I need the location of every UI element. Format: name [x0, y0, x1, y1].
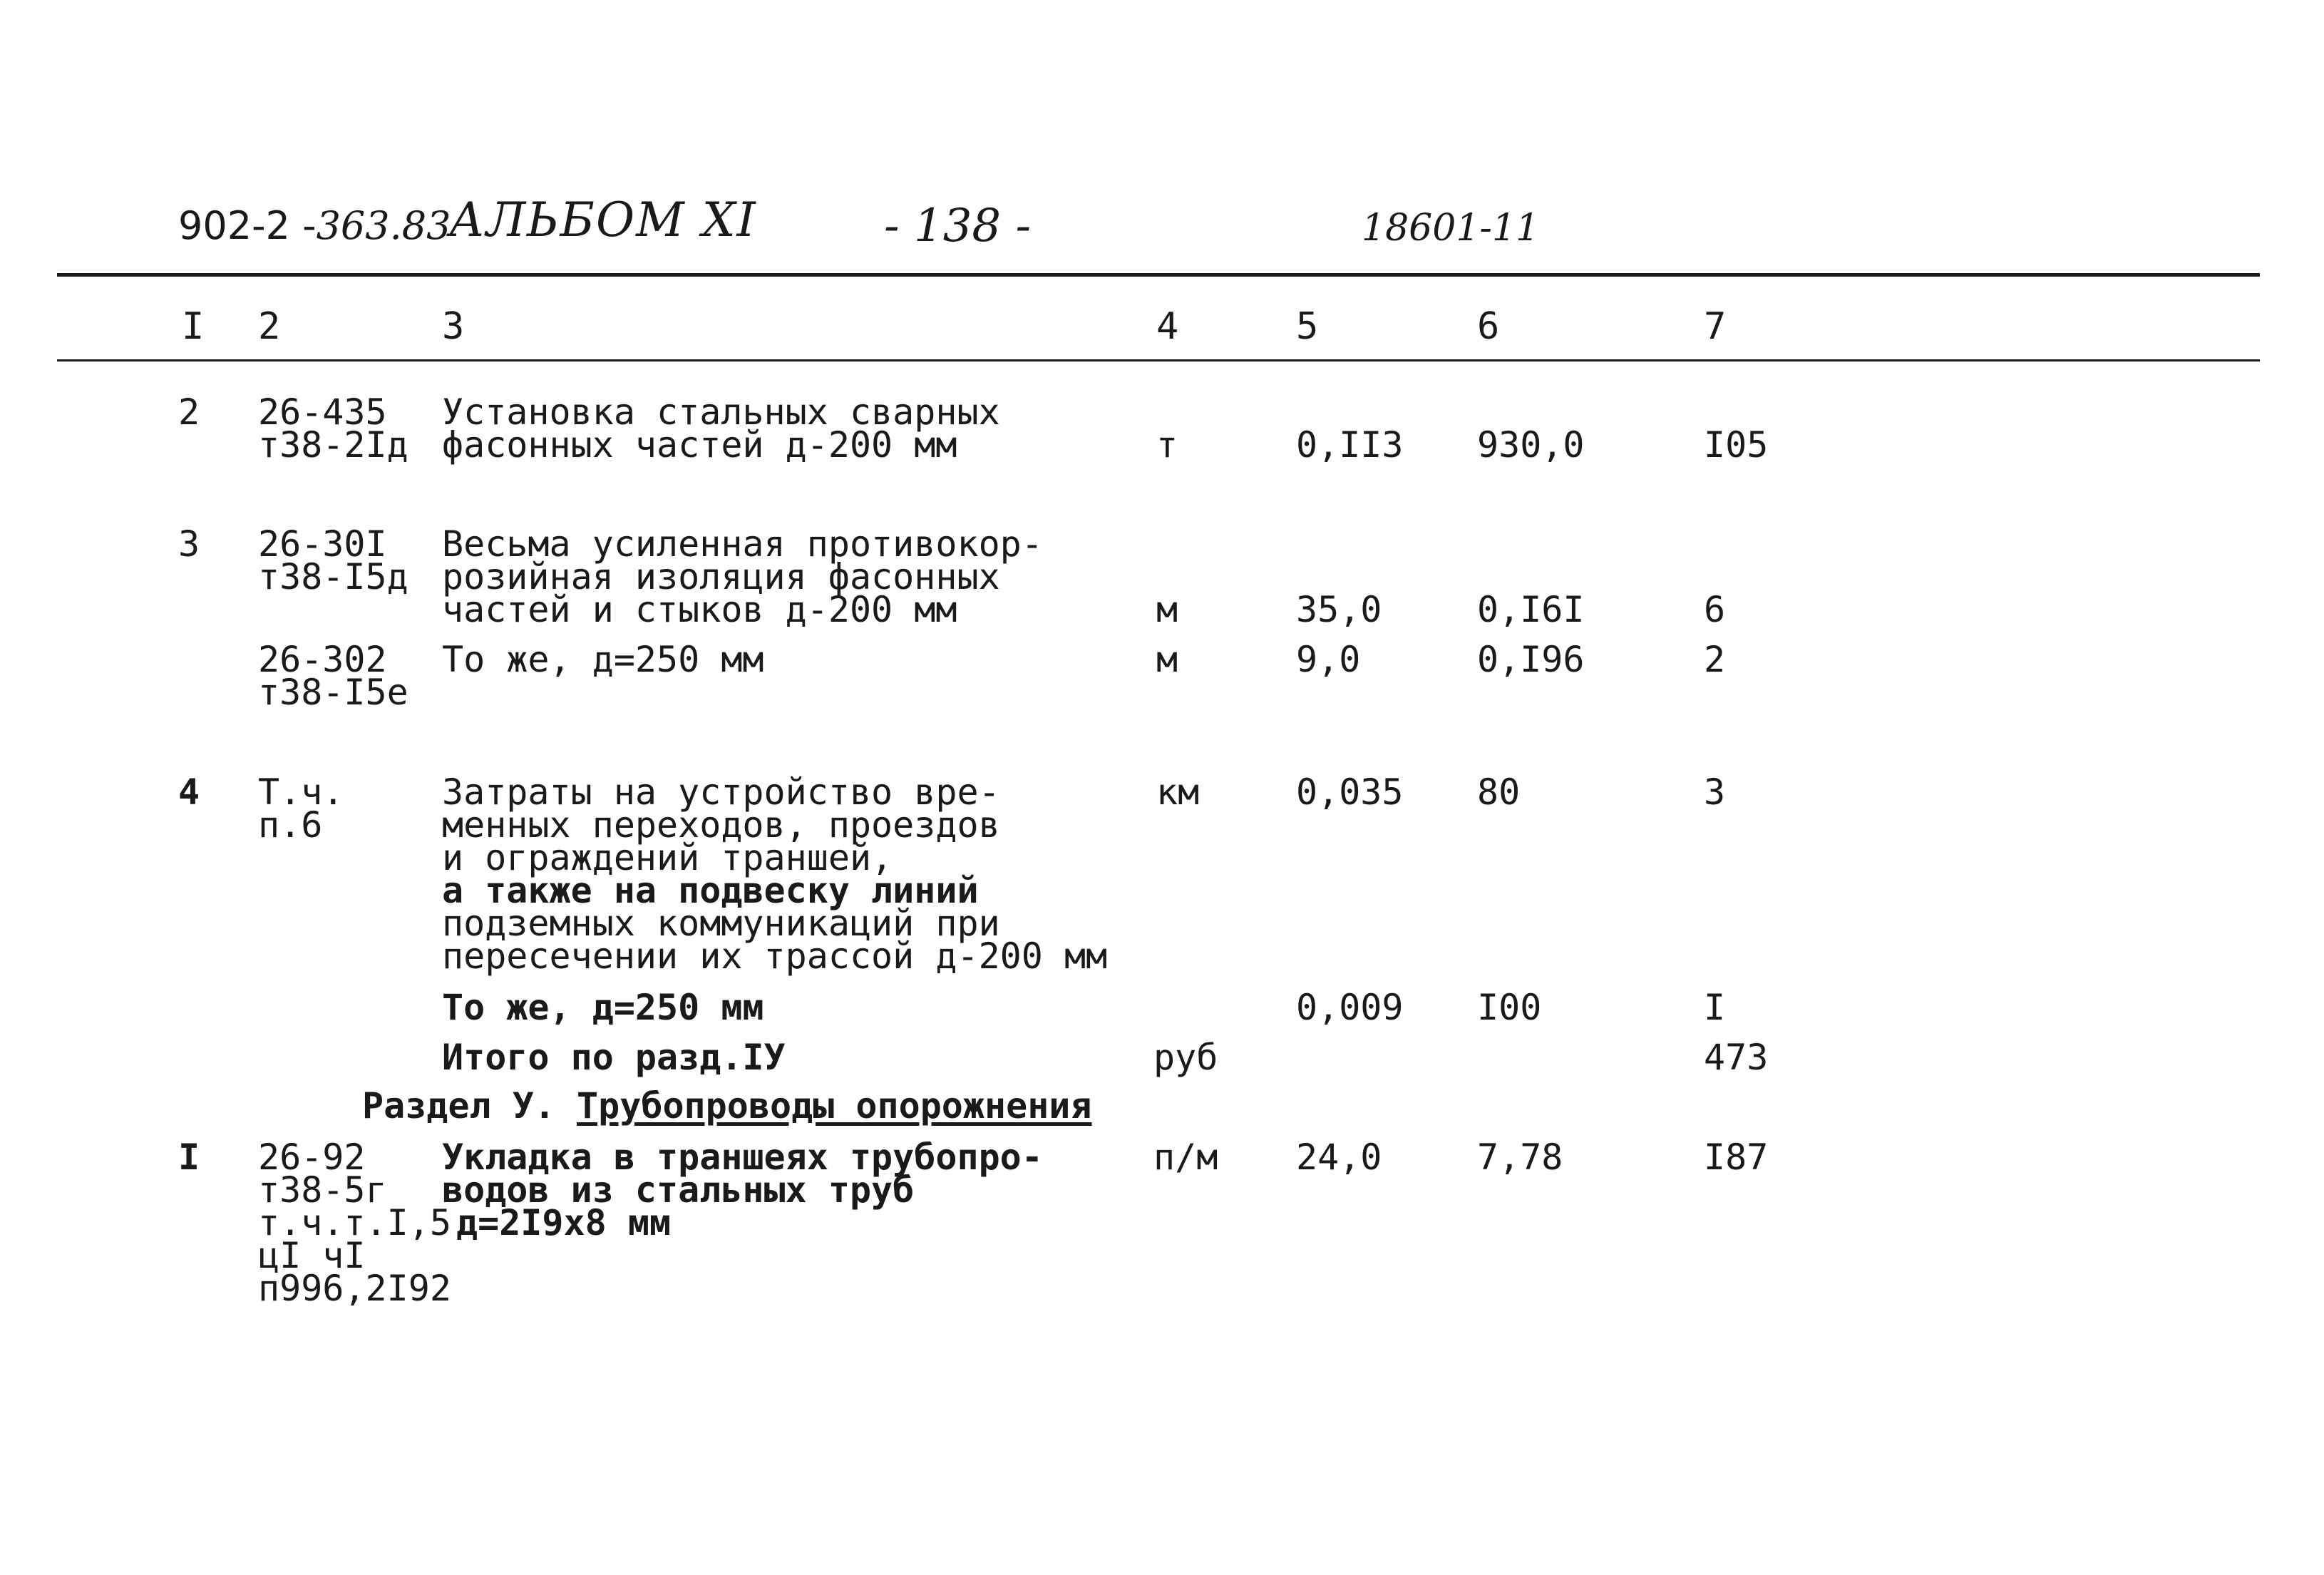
unit-price: 7,78 — [1477, 1137, 1563, 1178]
work-description: менных переходов, проездов — [442, 804, 1000, 846]
total-cost: I87 — [1704, 1137, 1769, 1178]
column-number-5: 5 — [1296, 305, 1319, 348]
rate-code: Т.ч. — [258, 771, 344, 813]
work-description: и ограждений траншей, — [442, 837, 893, 878]
subtotal-label: Итого по разд.IУ — [442, 1037, 786, 1078]
unit-price: 80 — [1477, 771, 1521, 813]
header-rule — [57, 273, 2260, 277]
quantity: 0,II3 — [1296, 424, 1404, 466]
document-code — [178, 203, 451, 248]
subtotal-total: 473 — [1704, 1037, 1769, 1078]
rate-code: п.6 — [258, 804, 323, 846]
quantity: 0,009 — [1296, 987, 1404, 1028]
work-description: частей и стыков д-200 мм — [442, 589, 957, 630]
rate-code: т38-I5е — [258, 672, 408, 713]
unit: км — [1156, 771, 1200, 813]
unit-price: 0,I96 — [1477, 639, 1585, 680]
rate-code: т38-5г — [258, 1169, 387, 1211]
rate-code: т.ч.т.I,5 — [258, 1202, 451, 1243]
total-cost: 2 — [1704, 639, 1726, 680]
rate-code: 26-30I — [258, 523, 387, 565]
rate-code: т38-I5д — [258, 556, 408, 597]
rate-code: т38-2Iд — [258, 424, 408, 466]
registration-number: 18601-11 — [1362, 207, 1540, 250]
unit: м — [1156, 639, 1178, 680]
unit: п/м — [1153, 1137, 1218, 1178]
subtotal-unit: руб — [1153, 1037, 1218, 1078]
total-cost: I05 — [1704, 424, 1769, 466]
quantity: 35,0 — [1296, 589, 1382, 630]
work-description: а также на подвеску линий — [442, 870, 979, 911]
work-description: пересечении их трассой д-200 мм — [442, 935, 1108, 977]
column-rule — [57, 359, 2260, 361]
work-description: розийная изоляция фасонных — [442, 556, 1000, 597]
unit-price: 0,I6I — [1477, 589, 1585, 630]
work-description: подземных коммуникаций при — [442, 903, 1000, 944]
column-number-7: 7 — [1704, 305, 1727, 348]
work-description: Укладка в траншеях трубопро- — [442, 1137, 1043, 1178]
total-cost: 3 — [1704, 771, 1726, 813]
document-code-printed: 902-2 - — [178, 203, 317, 248]
page-number: - 138 - — [884, 200, 1032, 252]
section-heading — [362, 1085, 1092, 1127]
rate-code: цI чI — [258, 1235, 366, 1276]
total-cost: I — [1704, 987, 1726, 1028]
column-number-1: I — [182, 305, 205, 348]
section-title: Трубопроводы опорожнения — [577, 1085, 1092, 1127]
row-number: 2 — [178, 391, 200, 433]
work-description: Установка стальных сварных — [442, 391, 1000, 433]
rate-code: 26-435 — [258, 391, 387, 433]
quantity: 9,0 — [1296, 639, 1361, 680]
unit-price: 930,0 — [1477, 424, 1585, 466]
unit-price: I00 — [1477, 987, 1542, 1028]
rate-code: 26-92 — [258, 1137, 366, 1178]
row-number: 3 — [178, 523, 200, 565]
work-description: Весьма усиленная противокор- — [442, 523, 1043, 565]
work-description: водов из стальных труб — [442, 1169, 915, 1211]
unit: м — [1156, 589, 1178, 630]
document-code-handwritten: 363.83 — [316, 203, 451, 248]
column-number-3: 3 — [442, 305, 465, 348]
work-description: д=2I9х8 мм — [456, 1202, 672, 1243]
row-number: I — [178, 1137, 200, 1178]
work-description: То же, д=250 мм — [442, 639, 764, 680]
rate-code: 26-302 — [258, 639, 387, 680]
row-number: 4 — [178, 771, 200, 813]
album-label: АЛЬБОМ XI — [449, 193, 757, 247]
column-number-6: 6 — [1477, 305, 1500, 348]
rate-code: п996,2I92 — [258, 1268, 451, 1309]
work-description: фасонных частей д-200 мм — [442, 424, 957, 466]
page-header — [178, 189, 2246, 260]
quantity: 0,035 — [1296, 771, 1404, 813]
total-cost: 6 — [1704, 589, 1726, 630]
work-description: То же, д=250 мм — [442, 987, 764, 1028]
section-prefix: Раздел У. — [362, 1085, 555, 1127]
work-description: Затраты на устройство вре- — [442, 771, 1000, 813]
quantity: 24,0 — [1296, 1137, 1382, 1178]
column-number-2: 2 — [258, 305, 281, 348]
column-number-4: 4 — [1156, 305, 1179, 348]
unit: т — [1156, 424, 1178, 466]
